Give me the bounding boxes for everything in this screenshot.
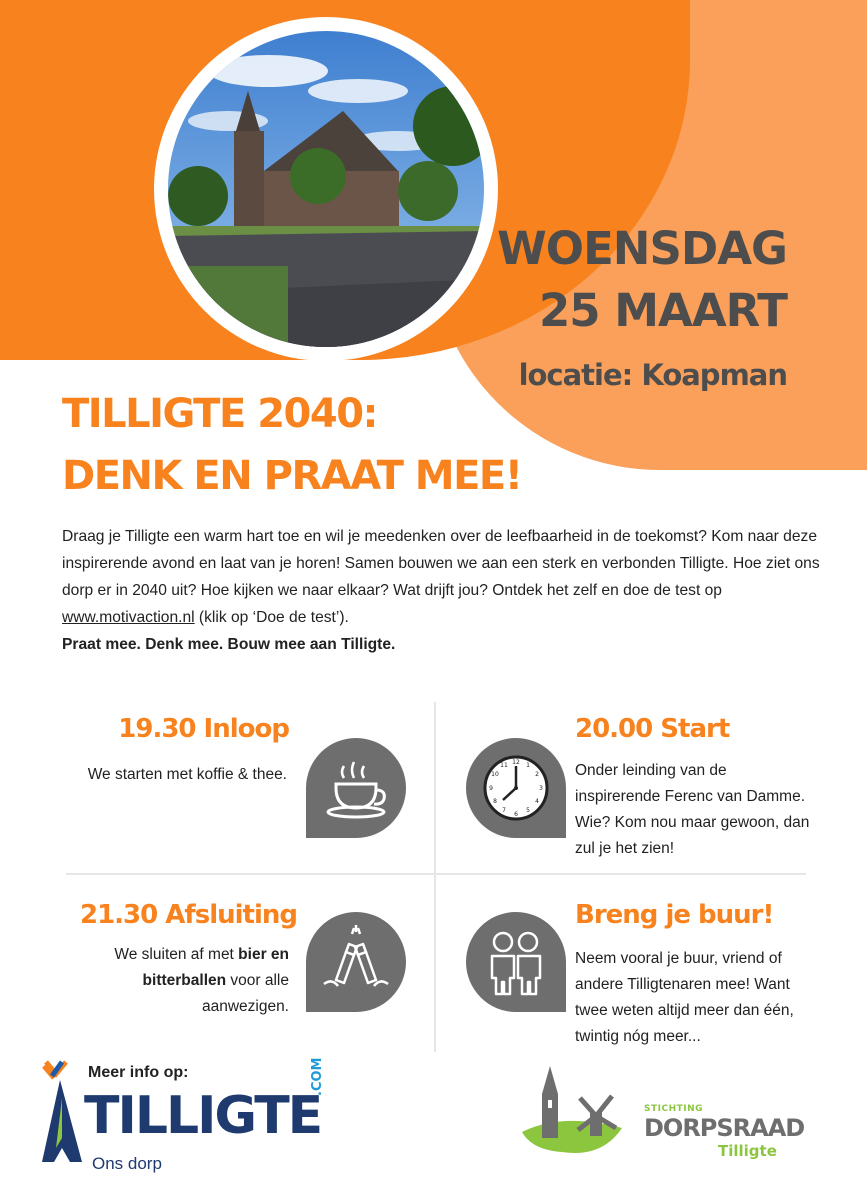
event-day: WOENSDAG: [497, 222, 787, 275]
intro-tagline: Praat mee. Denk mee. Bouw mee aan Tilligte.: [62, 636, 396, 653]
afsluiting-text-part-1: We sluiten af met: [114, 946, 239, 963]
inloop-title: 19.30 Inloop: [118, 714, 289, 744]
headline-line-2: DENK EN PRAAT MEE!: [62, 453, 522, 499]
svg-text:7: 7: [502, 807, 506, 814]
svg-text:1: 1: [526, 762, 530, 769]
dorpsraad-logo[interactable]: [520, 1060, 805, 1170]
intro-text-after-link: (klik op ‘Doe de test’).: [194, 609, 349, 626]
svg-text:8: 8: [493, 798, 497, 805]
afsluiting-text-part-2: voor alle aanwezigen.: [201, 972, 289, 1015]
svg-text:4: 4: [535, 798, 539, 805]
svg-text:5: 5: [526, 807, 530, 814]
motivaction-link[interactable]: www.motivaction.nl: [62, 609, 195, 626]
afsluiting-text-bold: bier en bitterballen: [142, 946, 289, 989]
dorpsraad-name: DORPSRAAD: [644, 1114, 805, 1142]
beer-toast-icon: [306, 912, 406, 1012]
start-title: 20.00 Start: [575, 714, 730, 744]
svg-text:12: 12: [512, 759, 520, 766]
dorpsraad-place: Tilligte: [718, 1142, 777, 1160]
buur-title: Breng je buur!: [575, 900, 774, 930]
start-text: Onder leinding van de inspirerende Ferenc van Damme. Wie? Kom nou maar gewoon, dan zul je het zien!: [575, 762, 810, 857]
afsluiting-title: 21.30 Afsluiting: [80, 900, 297, 930]
coffee-cup-icon: [306, 738, 406, 838]
clock-icon: [466, 738, 566, 838]
svg-text:3: 3: [539, 785, 543, 792]
inloop-text: We starten met koffie & thee.: [87, 766, 287, 783]
svg-text:11: 11: [500, 762, 508, 769]
horizontal-divider: [66, 873, 806, 875]
church-photo: [168, 31, 484, 347]
tilligte-com-logo[interactable]: [40, 1058, 340, 1178]
svg-text:6: 6: [514, 811, 518, 818]
intro-text: Draag je Tilligte een warm hart toe en wil je meedenken over de leefbaarheid in de toekomst? Kom naar deze inspirerende avond en laat van je horen! Samen bouwen we aan een sterk en verbonden Tilligte. Hoe ziet ons dorp er in 2040 uit? Hoe kijken we naar elkaar? Wat drijft jou? Ontdek het zelf en doe de test op: [62, 528, 820, 599]
dorpsraad-stichting: STICHTING: [644, 1104, 704, 1114]
vertical-divider: [434, 702, 436, 1052]
event-location: locatie: Koapman: [518, 358, 787, 392]
headline-line-1: TILLIGTE 2040:: [62, 391, 378, 437]
event-date: 25 MAART: [538, 284, 787, 337]
tilligte-logo-text: TILLIGTE: [84, 1086, 322, 1146]
ons-dorp-tagline: Ons dorp: [92, 1154, 162, 1173]
more-info-label: Meer info op:: [88, 1064, 189, 1081]
afsluiting-text: [74, 942, 289, 1020]
tilligte-com-suffix: .COM: [310, 1057, 325, 1096]
svg-text:10: 10: [491, 771, 499, 778]
svg-text:2: 2: [535, 771, 539, 778]
intro-paragraph: [62, 523, 822, 658]
svg-text:9: 9: [489, 785, 493, 792]
buur-text: Neem vooral je buur, vriend of andere Tilligtenaren mee! Want twee weten altijd meer dan één, twintig nóg meer...: [575, 950, 794, 1045]
two-people-icon: [466, 912, 566, 1012]
